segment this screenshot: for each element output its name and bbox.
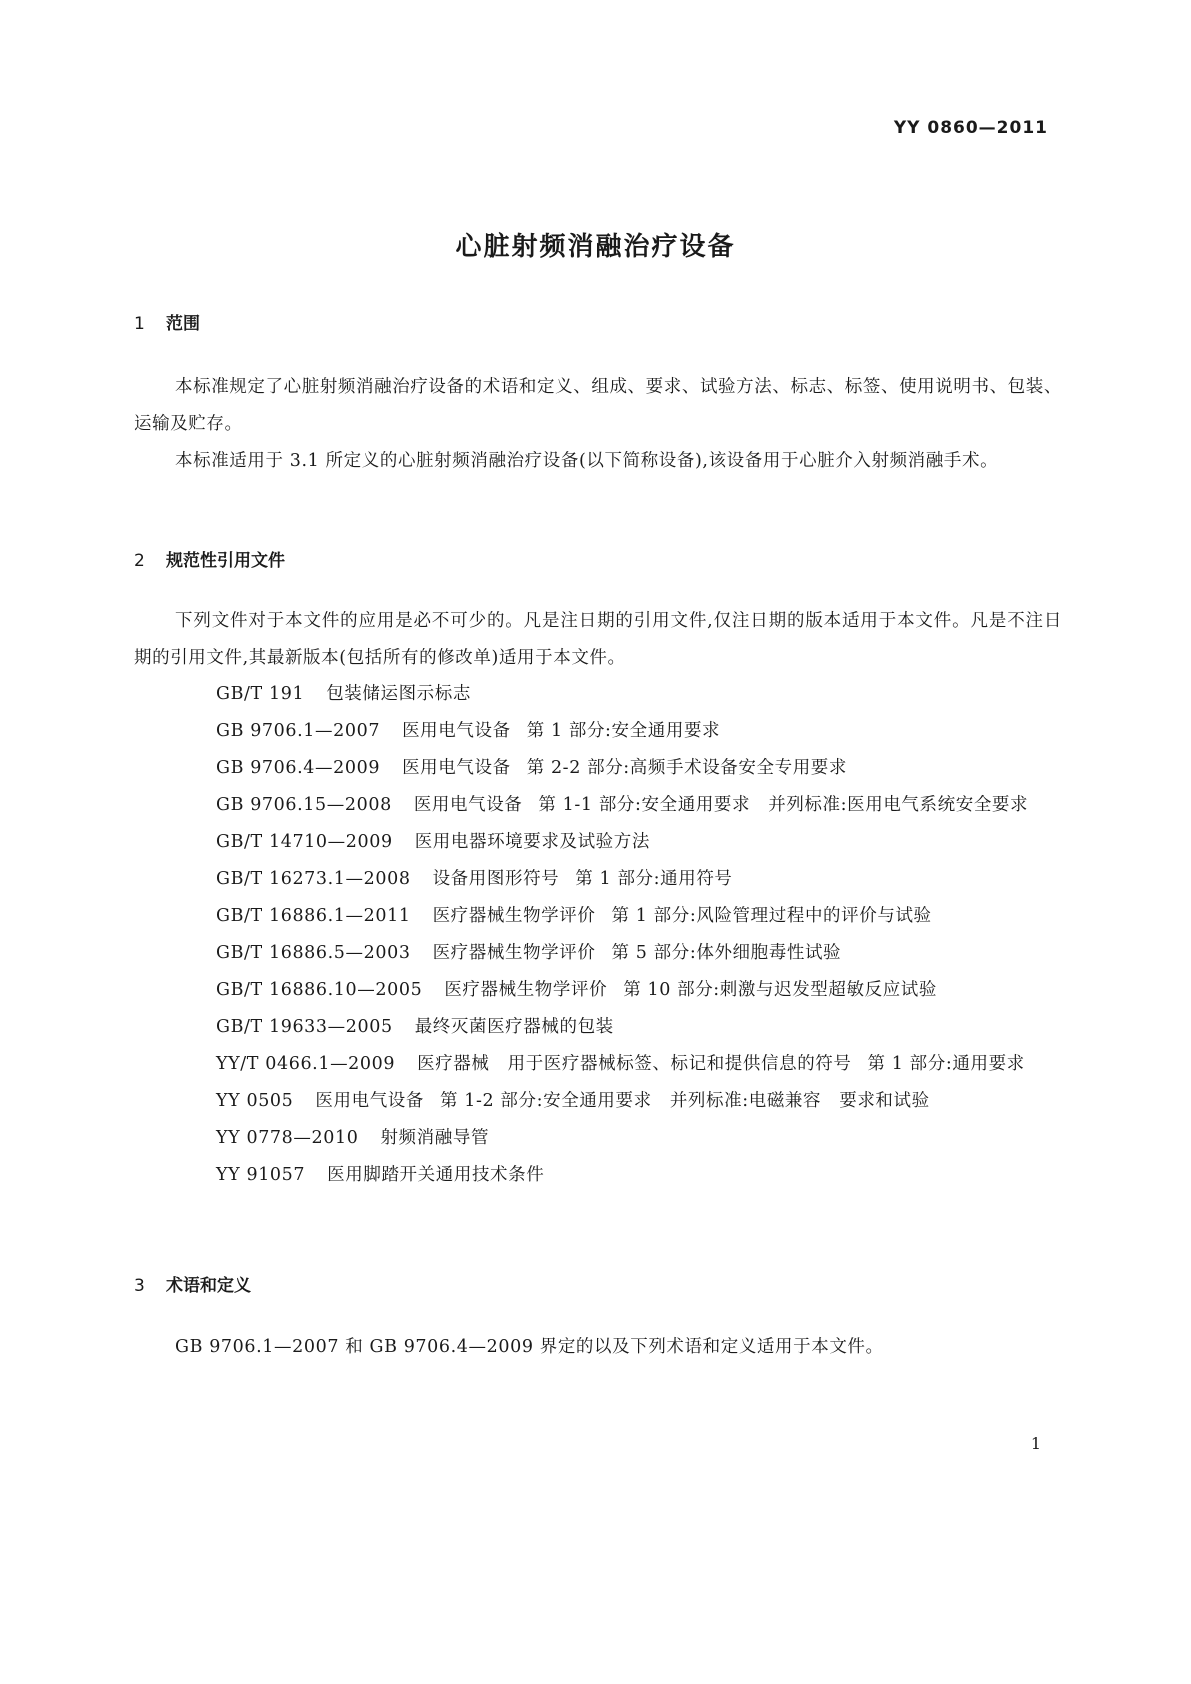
- reference-title: 医疗器械生物学评价: [444, 980, 608, 1000]
- section-number: 3: [134, 1276, 145, 1296]
- reference-part: 第 1-2 部分:安全通用要求 并列标准:电磁兼容 要求和试验: [440, 1091, 930, 1111]
- reference-item: [134, 972, 1062, 1009]
- reference-code: GB/T 191: [216, 684, 305, 704]
- section-title: 规范性引用文件: [166, 551, 285, 571]
- reference-code: GB/T 16273.1—2008: [216, 869, 411, 889]
- standard-code: YY 0860—2011: [893, 118, 1048, 138]
- section-heading-terms-and-definitions: [134, 1271, 251, 1296]
- reference-item: [134, 824, 1062, 861]
- reference-title: 医用脚踏开关通用技术条件: [327, 1165, 545, 1185]
- reference-item: [134, 750, 1062, 787]
- reference-item: [134, 1046, 1062, 1083]
- document-title: 心脏射频消融治疗设备: [455, 232, 736, 262]
- references-intro: 下列文件对于本文件的应用是必不可少的。凡是注日期的引用文件,仅注日期的版本适用于本文件。凡是不注日期的引用文件,其最新版本(包括所有的修改单)适用于本文件。: [134, 611, 1062, 668]
- reference-code: YY 91057: [216, 1165, 306, 1185]
- section-number: 1: [134, 314, 145, 334]
- reference-part: 第 10 部分:刺激与迟发型超敏反应试验: [623, 980, 938, 1000]
- reference-item: [134, 935, 1062, 972]
- reference-title: 医用电气设备: [413, 795, 523, 815]
- reference-title: 设备用图形符号: [432, 869, 560, 889]
- terms-paragraph: GB 9706.1—2007 和 GB 9706.4—2009 界定的以及下列术语和定义适用于本文件。: [175, 1337, 884, 1357]
- reference-code: GB/T 16886.1—2011: [216, 906, 411, 926]
- reference-part: 第 1 部分:风险管理过程中的评价与试验: [611, 906, 932, 926]
- reference-item: [134, 861, 1062, 898]
- reference-title: 医疗器械 用于医疗器械标签、标记和提供信息的符号: [417, 1054, 852, 1074]
- reference-title: 医用电器环境要求及试验方法: [414, 832, 650, 852]
- reference-code: YY 0778—2010: [216, 1128, 359, 1148]
- scope-paragraph-2: 本标准适用于 3.1 所定义的心脏射频消融治疗设备(以下简称设备),该设备用于心脏介入射频消融手术。: [175, 451, 999, 471]
- section-title: 范围: [166, 314, 200, 334]
- page-number: 1: [1030, 1434, 1041, 1453]
- reference-part: 第 5 部分:体外细胞毒性试验: [611, 943, 842, 963]
- reference-code: GB/T 14710—2009: [216, 832, 393, 852]
- reference-part: 第 1 部分:安全通用要求: [526, 721, 721, 741]
- reference-title: 医疗器械生物学评价: [432, 943, 596, 963]
- reference-code: GB 9706.15—2008: [216, 795, 392, 815]
- section-heading-scope: [134, 309, 200, 334]
- reference-item: [134, 713, 1062, 750]
- scope-paragraph-1: 本标准规定了心脏射频消融治疗设备的术语和定义、组成、要求、试验方法、标志、标签、使用说明书、包装、运输及贮存。: [134, 377, 1062, 434]
- reference-title: 医疗器械生物学评价: [432, 906, 596, 926]
- reference-item: [134, 1009, 1062, 1046]
- reference-item: [134, 1120, 1062, 1157]
- section-title: 术语和定义: [166, 1276, 251, 1296]
- reference-item: [134, 787, 1062, 824]
- reference-title: 医用电气设备: [402, 721, 511, 741]
- reference-code: GB/T 16886.5—2003: [216, 943, 411, 963]
- reference-code: GB 9706.4—2009: [216, 758, 381, 778]
- reference-list: [134, 676, 1062, 1194]
- reference-title: 医用电气设备: [315, 1091, 425, 1111]
- reference-item: [134, 676, 1062, 713]
- reference-code: GB/T 16886.10—2005: [216, 980, 423, 1000]
- reference-part: 第 1 部分:通用要求: [867, 1054, 1025, 1074]
- reference-item: [134, 898, 1062, 935]
- reference-item: [134, 1083, 1062, 1120]
- reference-code: YY 0505: [216, 1091, 294, 1111]
- section-heading-normative-references: [134, 546, 285, 571]
- reference-code: GB 9706.1—2007: [216, 721, 381, 741]
- reference-part: 第 2-2 部分:高频手术设备安全专用要求: [526, 758, 847, 778]
- reference-part: 第 1 部分:通用符号: [575, 869, 733, 889]
- reference-part: 第 1-1 部分:安全通用要求 并列标准:医用电气系统安全要求: [538, 795, 1029, 815]
- reference-title: 医用电气设备: [402, 758, 511, 778]
- reference-title: 射频消融导管: [380, 1128, 490, 1148]
- reference-code: YY/T 0466.1—2009: [216, 1054, 396, 1074]
- reference-code: GB/T 19633—2005: [216, 1017, 393, 1037]
- reference-item: [134, 1157, 1062, 1194]
- reference-title: 包装储运图示标志: [326, 684, 471, 704]
- reference-title: 最终灭菌医疗器械的包装: [414, 1017, 614, 1037]
- section-number: 2: [134, 551, 145, 571]
